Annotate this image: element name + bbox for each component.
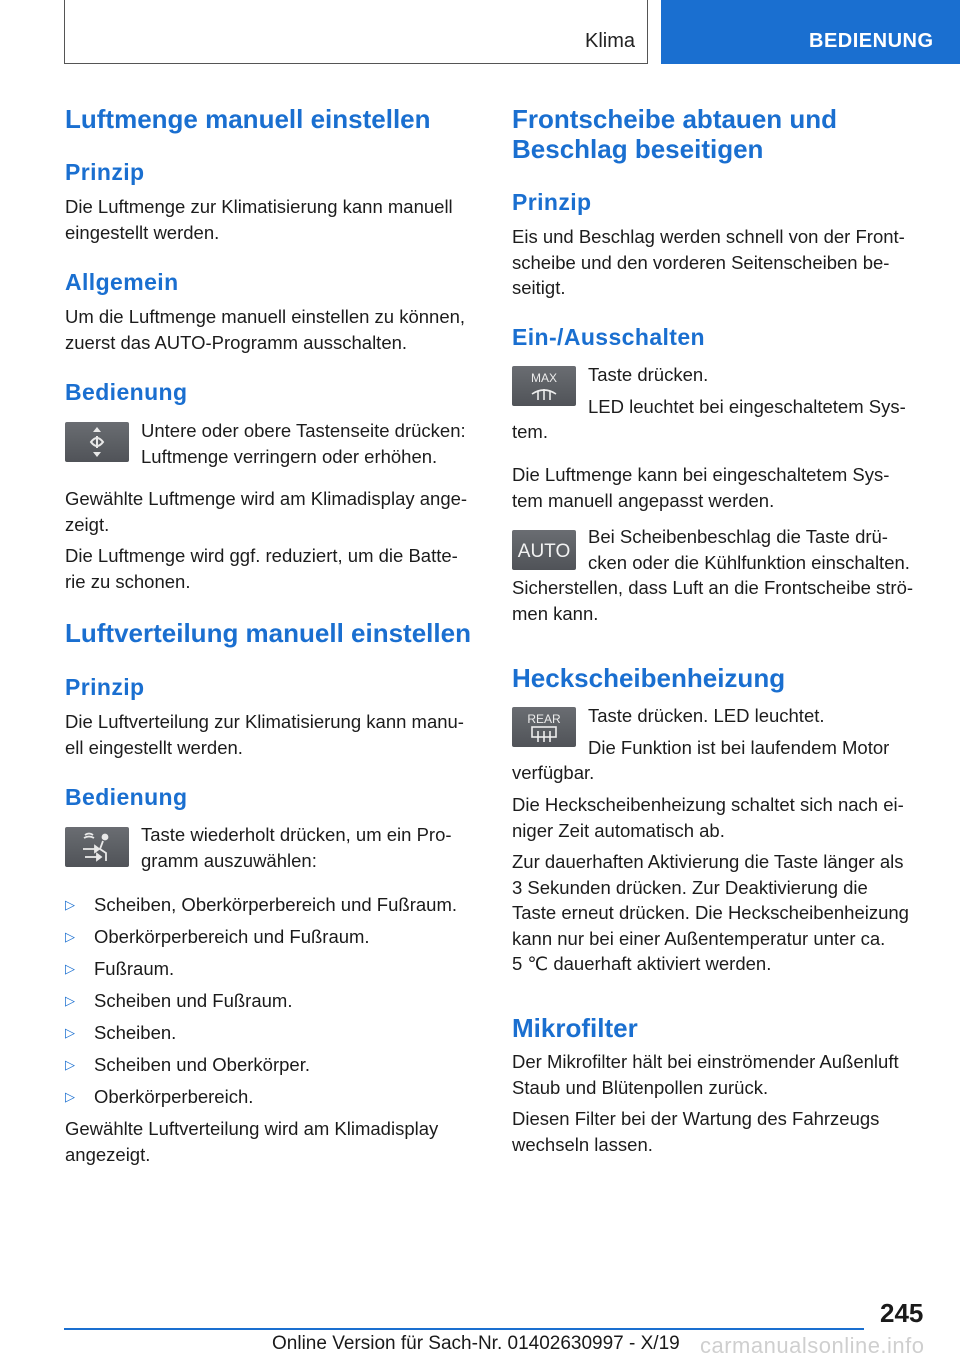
max-defrost-button-icon [512,366,576,406]
paragraph-luftmenge-display: Gewählte Luftmenge wird am Klimadisplay ange‐ zeigt. [65,488,468,535]
paragraph-heck-dauerhaft: Zur dauerhaften Aktivierung die Taste länger als 3 Sekunden drücken. Zur Deaktivierung die Taste erneut drücken. Die Heckscheibenheizung kann nur bei einer Außentemperatur unter ca. 5 ℃ dauerhaft aktiviert werden. [512,851,909,974]
heading-luftverteilung: Luftverteilung manuell einstellen [65,618,471,648]
svg-text:AUTO: AUTO [517,541,571,562]
paragraph-prinzip-2: Die Luftverteilung zur Klimatisierung kann manu‐ ell eingestellt werden. [65,711,464,758]
section-tab-label: BEDIENUNG [809,30,934,52]
heading-mikrofilter: Mikrofilter [512,1013,638,1043]
triangle-bullet-icon: ▷ [65,929,75,944]
subheading-bedienung-1: Bedienung [65,379,188,405]
chapter-title: Klima [584,30,635,52]
paragraph-prinzip-1: Die Luftmenge zur Klimatisierung kann manuell eingestellt werden. [65,196,453,243]
heading-heckscheibenheizung: Heckscheibenheizung [512,663,786,693]
rear-defrost-button-icon [512,707,576,747]
auto-button-desc-1: Bei Scheibenbeschlag die Taste drü‐ [588,526,888,547]
paragraph-luftverteilung-display: Gewählte Luftverteilung wird am Klimadisplay angezeigt. [65,1118,439,1165]
list-item: ▷ Oberkörperbereich und Fußraum. [65,926,370,947]
subheading-prinzip-1: Prinzip [65,159,145,185]
section-tab [661,0,960,64]
header-chapter-box [64,0,648,64]
fan-speed-button-icon [65,422,129,462]
list-item: ▷ Fußraum. [65,958,175,979]
subheading-allgemein: Allgemein [65,269,179,295]
paragraph-luftmenge-batterie: Die Luftmenge wird ggf. reduziert, um die Batte‐ rie zu schonen. [65,545,458,592]
triangle-bullet-icon: ▷ [65,1057,75,1072]
subheading-bedienung-2: Bedienung [65,784,188,810]
paragraph-allgemein: Um die Luftmenge manuell einstellen zu können, zuerst das AUTO-Programm ausschalten. [65,306,466,353]
watermark: carmanualsonline.info [700,1333,925,1358]
rear-button-desc-3: verfügbar. [512,762,595,783]
list-item: ▷ Scheiben und Fußraum. [65,990,293,1011]
auto-button-desc-4: men kann. [512,602,599,624]
subheading-prinzip-2: Prinzip [65,674,145,700]
paragraph-heck-auto-off: Die Heckscheibenheizung schaltet sich nach ei‐ niger Zeit automatisch ab. [512,794,904,841]
rear-button-desc-2: Die Funktion ist bei laufendem Motor [588,736,890,758]
triangle-bullet-icon: ▷ [65,993,75,1008]
list-item: ▷ Scheiben und Oberkörper. [65,1054,310,1075]
svg-text:MAX: MAX [530,371,558,385]
triangle-bullet-icon: ▷ [65,961,75,976]
footer-divider [64,1328,864,1330]
max-button-desc-1: Taste drücken. [588,364,709,385]
paragraph-mikrofilter-2: Diesen Filter bei der Wartung des Fahrzeugs wechseln lassen. [512,1108,880,1155]
list-item: ▷ Scheiben, Oberkörperbereich und Fußraum. [65,894,457,915]
auto-button-desc-3: Sicherstellen, dass Luft an die Frontscheibe strö‐ [512,577,914,598]
fan-button-desc-2: Luftmenge verringern oder erhöhen. [141,445,438,467]
auto-button-desc-2: cken oder die Kühlfunktion einschalten. [588,551,910,573]
air-distribution-button-icon [65,827,129,867]
triangle-bullet-icon: ▷ [65,897,75,912]
max-button-desc-2: LED leuchtet bei eingeschaltetem Sys‐ [588,395,906,417]
online-version-note: Online Version für Sach-Nr. 01402630997 - X/19 [272,1333,680,1354]
heading-frontscheibe: Frontscheibe abtauen und Beschlag beseitigen [512,104,838,164]
air-distribution-desc-1: Taste wiederholt drücken, um ein Pro‐ [141,824,452,845]
heading-luftmenge: Luftmenge manuell einstellen [65,104,431,134]
triangle-bullet-icon: ▷ [65,1025,75,1040]
triangle-bullet-icon: ▷ [65,1089,75,1104]
rear-button-desc-1: Taste drücken. LED leuchtet. [588,705,825,726]
paragraph-mikrofilter-1: Der Mikrofilter hält bei einströmender Außenluft Staub und Blütenpollen zurück. [512,1051,899,1098]
list-item: ▷ Oberkörperbereich. [65,1086,254,1107]
list-item: ▷ Scheiben. [65,1022,177,1043]
paragraph-luftmenge-system: Die Luftmenge kann bei eingeschaltetem Sys‐ tem manuell angepasst werden. [512,464,890,511]
page-number: 245 [880,1298,924,1328]
max-button-desc-3: tem. [512,421,548,442]
subheading-ein-ausschalten: Ein-/Ausschalten [512,324,705,350]
air-distribution-desc-2: gramm auszuwählen: [141,849,317,871]
paragraph-prinzip-3: Eis und Beschlag werden schnell von der Front‐ scheibe und den vorderen Seitenscheiben be‐ seitigt. [512,226,905,298]
auto-button-icon [512,530,576,570]
air-distribution-list [65,892,479,1116]
svg-text:REAR: REAR [527,712,561,726]
fan-button-desc-1: Untere oder obere Tastenseite drücken: [141,420,466,441]
subheading-prinzip-3: Prinzip [512,189,592,215]
